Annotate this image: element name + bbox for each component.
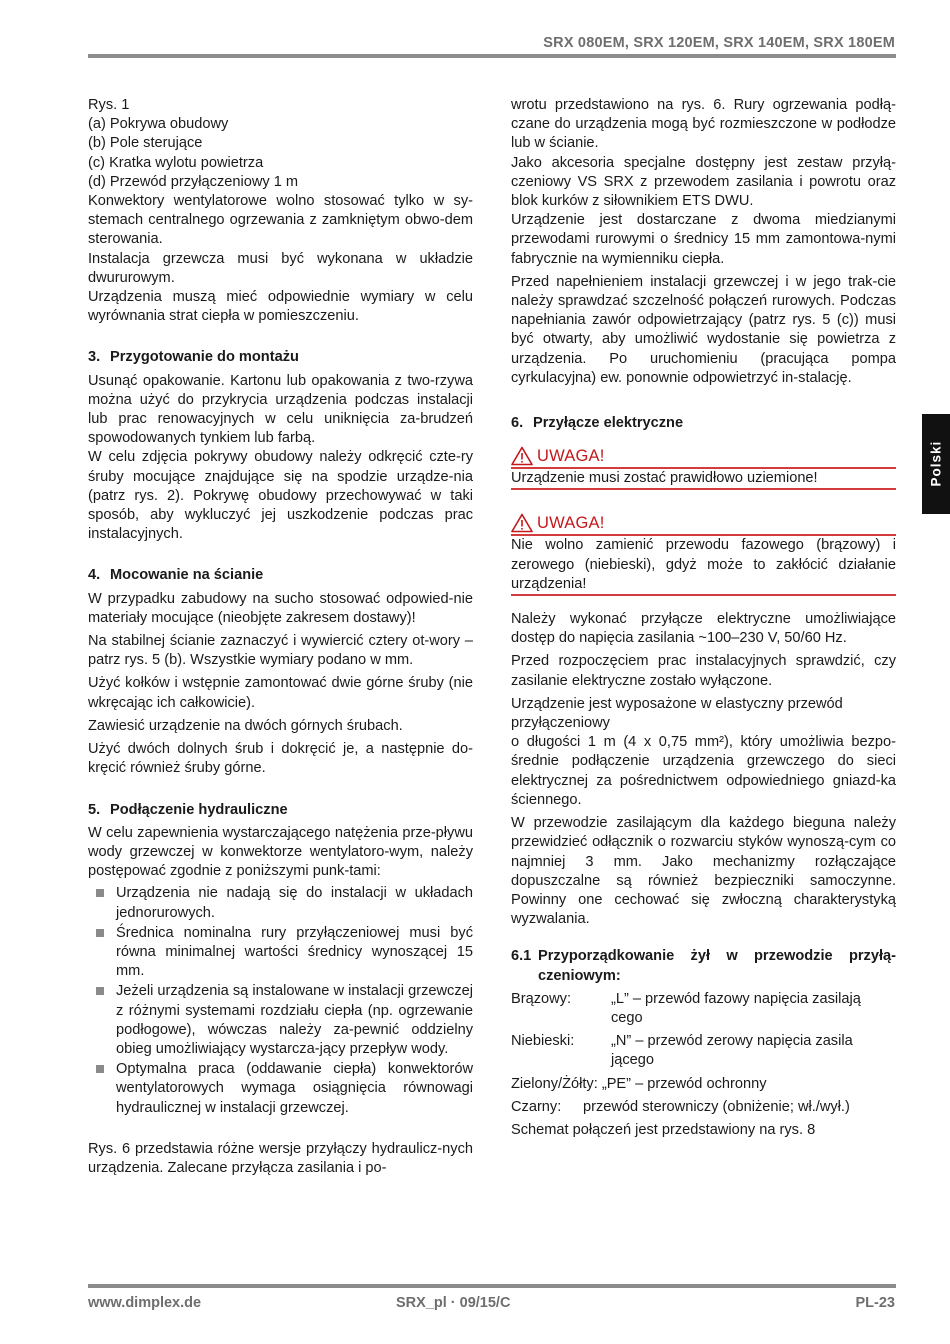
warning-header (511, 445, 896, 467)
section-6-paragraph-4: W przewodzie zasilającym dla każdego bieguna należy przewidzieć odłącznik o rozwarciu styków wynoszą-cym co najmniej 3 mm. Jako mechanizmy rozłączające dopuszczalne są również bezpieczniki samoczynne. Powinny one cechować się zwłoczną charakterystyką wyzwalania. (511, 815, 896, 928)
warning-triangle-icon (511, 513, 533, 533)
intro-paragraph-1: Konwektory wentylatorowe wolno stosować tylko w sy-stemach centralnego ogrzewania z zamkniętym obwo-dem sterowania. (88, 193, 473, 248)
warning-header (511, 512, 896, 534)
wire-row-black (511, 1098, 896, 1117)
section-3-paragraph-1: Usunąć opakowanie. Kartonu lub opakowania z two-rzywa można użyć do przykrycia urządzenia podczas instalacji lub prac renowacyjnych w celu uniknięcia za-brudzeń spowodowanych tynkiem lub farbą. (88, 372, 473, 447)
section-6-title: Przyłącze elektryczne (533, 415, 684, 432)
section-3-number: 3. (88, 349, 101, 366)
section-5-paragraph-2: Rys. 6 przedstawia różne wersje przyłączy hydraulicz-nych urządzenia. Zalecane przyłącza zasilania i po- (88, 1140, 473, 1176)
wire-brown-label: Brązowy: (511, 990, 572, 1007)
section-6-paragraph-2: Przed rozpoczęciem prac instalacyjnych sprawdzić, czy zasilanie elektryczne zostało wyłączone. (511, 653, 896, 689)
footer-document-code: SRX_pl · 09/15/C (396, 1295, 511, 1311)
section-6-paragraph-3b: o długości 1 m (4 x 0,75 mm²), który umożliwia bezpo-średnie podłączenie urządzenia grzewczego do sieci elektrycznej za pośrednictwem odpowiedniego gniazd-ka ściennego. (511, 734, 896, 808)
figure-caption: Rys. 1 (88, 97, 130, 113)
list-item: Jeżeli urządzenia są instalowane w instalacji grzewczej z różnymi systemami rozdziału ciepła (np. ogrzewanie podłogowe), wówczas należy za-pewnić oddzielny obieg umożliwiający wystarcza-jący przepływ wody. (88, 982, 473, 1059)
section-3-title: Przygotowanie do montażu (110, 349, 299, 366)
warning-label: UWAGA! (537, 513, 605, 532)
warning-text: Nie wolno zamienić przewodu fazowego (brązowy) i zerowego (niebieski), gdyż może to zakłócić działanie urządzenia! (511, 537, 896, 592)
section-6-1-title: Przyporządkowanie żył w przewodzie przyłą-czeniowym: (538, 948, 896, 984)
accessory-paragraph: Jako akcesoria specjalne dostępny jest zestaw przyłą-czeniowy VS SRX z przewodem zasilania i powrotu oraz blok kurków z siłownikiem ETS DWU. (511, 154, 896, 210)
section-3-paragraph-2: W celu zdjęcia pokrywy obudowy należy odkręcić czte-ry śruby mocujące znajdujące się na spodzie urządze-nia (patrz rys. 2). Pokrywę obudowy przechowywać w taki sposób, aby wykluczyć jej uszkodzenie podczas prac instalacyjnych. (88, 449, 473, 543)
section-4-heading (88, 566, 473, 585)
footer-website: www.dimplex.de (88, 1295, 202, 1311)
footer-page-number: PL-23 (855, 1295, 895, 1311)
warning-triangle-icon (511, 446, 533, 466)
copper-pipes-paragraph: Urządzenie jest dostarczane z dwoma miedzianymi przewodami rurowymi o średnicy 15 mm zamontowa-nymi fabrycznie na wymienniku ciepła. (511, 212, 896, 267)
list-item: Urządzenia nie nadają się do instalacji w układach jednorurowych. (88, 884, 473, 922)
figure-legend-b: (b) Pole sterujące (88, 135, 203, 152)
section-4-paragraph-5: Użyć dwóch dolnych śrub i dokręcić je, a następnie do-kręcić również śruby górne. (88, 741, 473, 777)
section-4-number: 4. (88, 567, 101, 584)
section-6-paragraph-1: Należy wykonać przyłącze elektryczne umożliwiające dostęp do napięcia zasilania ~100–230 V, 50/60 Hz. (511, 611, 896, 647)
figure-legend-c: (c) Kratka wylotu powietrza (88, 154, 264, 171)
section-6-paragraph-3a: Urządzenie jest wyposażone w elastyczny przewód przyłączeniowy (511, 695, 843, 732)
header-divider (88, 54, 896, 58)
left-column (88, 96, 473, 1178)
list-item: Średnica nominalna rury przyłączeniowej musi być równa minimalnej wartości średnicy wynoszącej 15 mm. (88, 924, 473, 982)
language-side-tab (922, 414, 950, 514)
list-item: Optymalna praca (oddawanie ciepła) konwektorów wentylatorowych wymaga osiągnięcia równowagi hydraulicznej w instalacji grzewczej. (88, 1060, 473, 1118)
wire-blue-description: „N” – przewód zerowy napięcia zasila jącego (611, 1033, 853, 1069)
section-5-number: 5. (88, 801, 101, 818)
footer-divider (88, 1284, 896, 1288)
warning-box-1 (511, 445, 896, 490)
figure-legend-a: (a) Pokrywa obudowy (88, 116, 229, 133)
language-tab-label: Polski (928, 441, 944, 487)
section-6-number: 6. (511, 415, 524, 432)
wiring-diagram-reference: Schemat połączeń jest przedstawiony na rys. 8 (511, 1121, 816, 1138)
wire-black-label: Czarny: (511, 1098, 562, 1115)
wire-brown-description: „L” – przewód fazowy napięcia zasilają cego (611, 990, 861, 1026)
warning-bottom-rule (511, 488, 896, 490)
section-5-paragraph-1: W celu zapewnienia wystarczającego natężenia prze-pływu wody grzewczej w konwektorze wentylatoro-wym, należy postępować zgodnie z poniższymi punk-tami: (88, 824, 473, 880)
intro-paragraph-2: Instalacja grzewcza musi być wykonana w układzie dwururowym. (88, 250, 473, 286)
section-4-paragraph-2: Na stabilnej ścianie zaznaczyć i wywiercić cztery ot-wory – patrz rys. 5 (b). Wszystkie wymiary podano w mm. (88, 633, 473, 669)
warning-label: UWAGA! (537, 446, 605, 465)
section-4-title: Mocowanie na ścianie (110, 567, 264, 584)
document-header-title: SRX 080EM, SRX 120EM, SRX 140EM, SRX 180EM (543, 35, 895, 51)
section-5-bullet-list (88, 884, 473, 1117)
section-6-1-number: 6.1 (511, 948, 532, 965)
hydraulic-paragraph-continued: wrotu przedstawiono na rys. 6. Rury ogrzewania podłą-czane do urządzenia mogą być rozmieszczone w podłodze lub w ścianie. (511, 97, 896, 152)
filling-paragraph: Przed napełnieniem instalacji grzewczej i w jego trak-cie należy sprawdzać szczelność połączeń rurowych. Podczas napełniania zawór odpowietrzający (patrz rys. 5 (c)) musi być otwarty, aby umożliwić wydostanie się powietrza z urządzenia. Po uruchomieniu (pracująca pompa cyrkulacyjna) ew. ponownie odpowietrzyć in-stalację. (511, 273, 896, 386)
warning-bottom-rule (511, 594, 896, 596)
wire-black-description: przewód sterowniczy (obniżenie; wł./wył.) (583, 1098, 850, 1115)
intro-paragraph-3: Urządzenia muszą mieć odpowiednie wymiary w celu wyrównania strat ciepła w pomieszczeniu. (88, 289, 473, 325)
wire-green-yellow: Zielony/Żółty: „PE” – przewód ochronny (511, 1075, 767, 1092)
section-5-title: Podłączenie hydrauliczne (110, 801, 288, 818)
wire-row-blue (511, 1032, 896, 1070)
wire-blue-label: Niebieski: (511, 1033, 575, 1050)
section-6-heading (511, 414, 896, 433)
section-3-heading (88, 348, 473, 367)
section-6-1-heading (511, 947, 896, 985)
wire-row-brown (511, 990, 896, 1028)
figure-legend-d: (d) Przewód przyłączeniowy 1 m (88, 173, 299, 190)
section-4-paragraph-3: Użyć kołków i wstępnie zamontować dwie górne śruby (nie wkręcając ich całkowicie). (88, 675, 473, 711)
warning-box-2 (511, 512, 896, 596)
warning-text: Urządzenie musi zostać prawidłowo uziemione! (511, 470, 818, 487)
section-4-paragraph-4: Zawiesić urządzenie na dwóch górnych śrubach. (88, 717, 403, 734)
section-4-paragraph-1: W przypadku zabudowy na sucho stosować odpowied-nie materiały mocujące (nieobjęte zakresem dostawy)! (88, 590, 473, 626)
section-5-heading (88, 801, 473, 820)
right-column (511, 96, 896, 1140)
